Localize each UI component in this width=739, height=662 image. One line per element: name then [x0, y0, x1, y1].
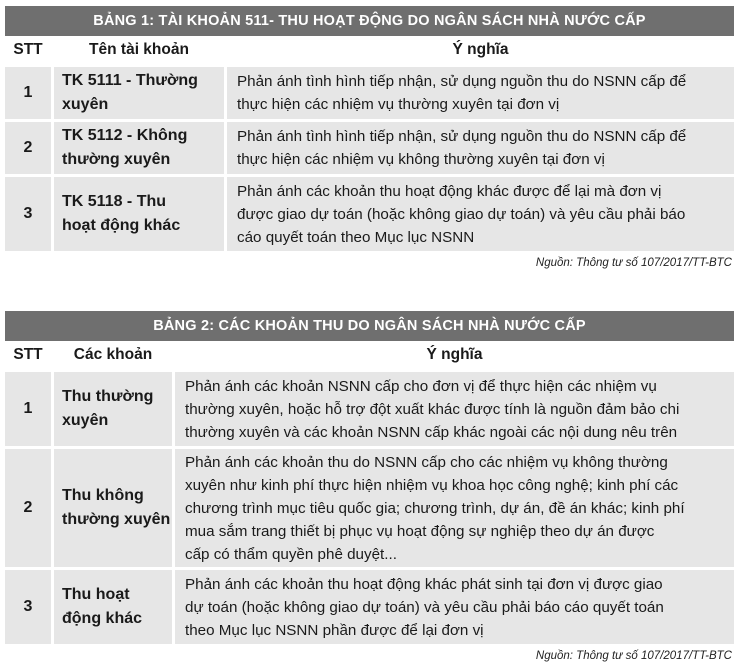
meaning-line: thực hiện các nhiệm vụ thường xuyên tại đơn vị — [237, 96, 560, 113]
row-meaning — [227, 67, 734, 119]
row-name — [54, 570, 172, 644]
row-stt: 2 — [5, 122, 51, 174]
table-row — [5, 67, 734, 119]
table-2-source: Nguồn: Thông tư số 107/2017/TT-BTC — [535, 650, 732, 662]
table-row — [5, 449, 734, 567]
meaning-line: chương trình mục tiêu quốc gia; chương trình, dự án, đề án khác; kinh phí — [185, 499, 685, 517]
table-1-header — [5, 36, 734, 64]
row-meaning — [227, 122, 734, 174]
header-meaning: Ý nghĩa — [452, 41, 509, 58]
row-stt: 3 — [5, 570, 51, 644]
header-stt: STT — [13, 346, 43, 363]
meaning-line: thường xuyên, hoặc hỗ trợ đột xuất khác được tính là nguồn đảm bảo chi — [185, 400, 680, 418]
meaning-line: theo Mục lục NSNN phần được để lại đơn vị — [185, 621, 484, 639]
row-name — [54, 449, 172, 567]
name-line: Thu không — [62, 487, 144, 504]
row-stt: 1 — [5, 372, 51, 446]
table-row — [5, 570, 734, 644]
row-name — [54, 67, 224, 119]
meaning-line: được giao dự toán (hoặc không giao dự toán) và yêu cầu phải báo — [237, 205, 686, 223]
table-1 — [5, 6, 734, 269]
table-2-title: BẢNG 2: CÁC KHOẢN THU DO NGÂN SÁCH NHÀ NƯỚC CẤP — [5, 311, 734, 341]
row-stt: 1 — [5, 67, 51, 119]
name-line: thường xuyên — [62, 511, 171, 528]
header-meaning: Ý nghĩa — [426, 346, 483, 363]
row-stt: 2 — [5, 449, 51, 567]
table-row — [5, 372, 734, 446]
meaning-line: Phản ánh các khoản thu hoạt động khác được để lại mà đơn vị — [237, 182, 662, 200]
name-line: TK 5112 - Không — [62, 127, 188, 144]
header-stt: STT — [13, 41, 43, 58]
table-2-header — [5, 341, 734, 369]
table-1-source: Nguồn: Thông tư số 107/2017/TT-BTC — [535, 257, 732, 269]
meaning-line: mua sắm trang thiết bị phục vụ hoạt động sự nghiệp theo dự án được — [185, 522, 655, 540]
row-name — [54, 177, 224, 251]
row-meaning — [175, 449, 734, 567]
header-account-name: Tên tài khoản — [89, 41, 189, 58]
row-stt: 3 — [5, 177, 51, 251]
meaning-line: thực hiện các nhiệm vụ không thường xuyên tại đơn vị — [237, 151, 605, 168]
name-line: Thu hoạt — [62, 586, 130, 603]
meaning-line: thường xuyên và các khoản NSNN cấp khác ngoài các nội dung nêu trên — [185, 423, 678, 441]
meaning-line: cáo quyết toán theo Mục lục NSNN — [237, 228, 475, 246]
meaning-line: dự toán (hoặc không giao dự toán) và yêu cầu phải báo cáo quyết toán — [185, 598, 664, 616]
name-line: Thu thường — [62, 388, 154, 405]
meaning-line: Phản ánh các khoản NSNN cấp cho đơn vị để thực hiện các nhiệm vụ — [185, 377, 657, 395]
header-items: Các khoản — [73, 346, 153, 363]
table-row — [5, 177, 734, 251]
meaning-line: Phản ánh tình hình tiếp nhận, sử dụng nguồn thu do NSNN cấp để — [237, 73, 687, 90]
name-line: xuyên — [62, 412, 109, 429]
meaning-line: Phản ánh tình hình tiếp nhận, sử dụng nguồn thu do NSNN cấp để — [237, 128, 687, 145]
meaning-line: Phản ánh các khoản thu hoạt động khác phát sinh tại đơn vị được giao — [185, 575, 663, 593]
meaning-line: cấp có thẩm quyền phê duyệt... — [185, 545, 397, 563]
table-1-title: BẢNG 1: TÀI KHOẢN 511- THU HOẠT ĐỘNG DO NGÂN SÁCH NHÀ NƯỚC CẤP — [5, 6, 734, 36]
row-meaning — [227, 177, 734, 251]
meaning-line: Phản ánh các khoản thu do NSNN cấp cho các nhiệm vụ không thường — [185, 453, 668, 471]
name-line: động khác — [62, 610, 143, 627]
row-name — [54, 122, 224, 174]
name-line: TK 5111 - Thường — [62, 72, 198, 89]
meaning-line: xuyên như kinh phí thực hiện nhiệm vụ khoa học công nghệ; kinh phí các — [185, 476, 679, 494]
name-line: xuyên — [62, 96, 109, 113]
table-2 — [5, 311, 734, 662]
name-line: TK 5118 - Thu — [62, 193, 167, 210]
name-line: thường xuyên — [62, 151, 171, 168]
name-line: hoạt động khác — [62, 217, 181, 234]
row-name — [54, 372, 172, 446]
row-meaning — [175, 570, 734, 644]
row-meaning — [175, 372, 734, 446]
table-row — [5, 122, 734, 174]
